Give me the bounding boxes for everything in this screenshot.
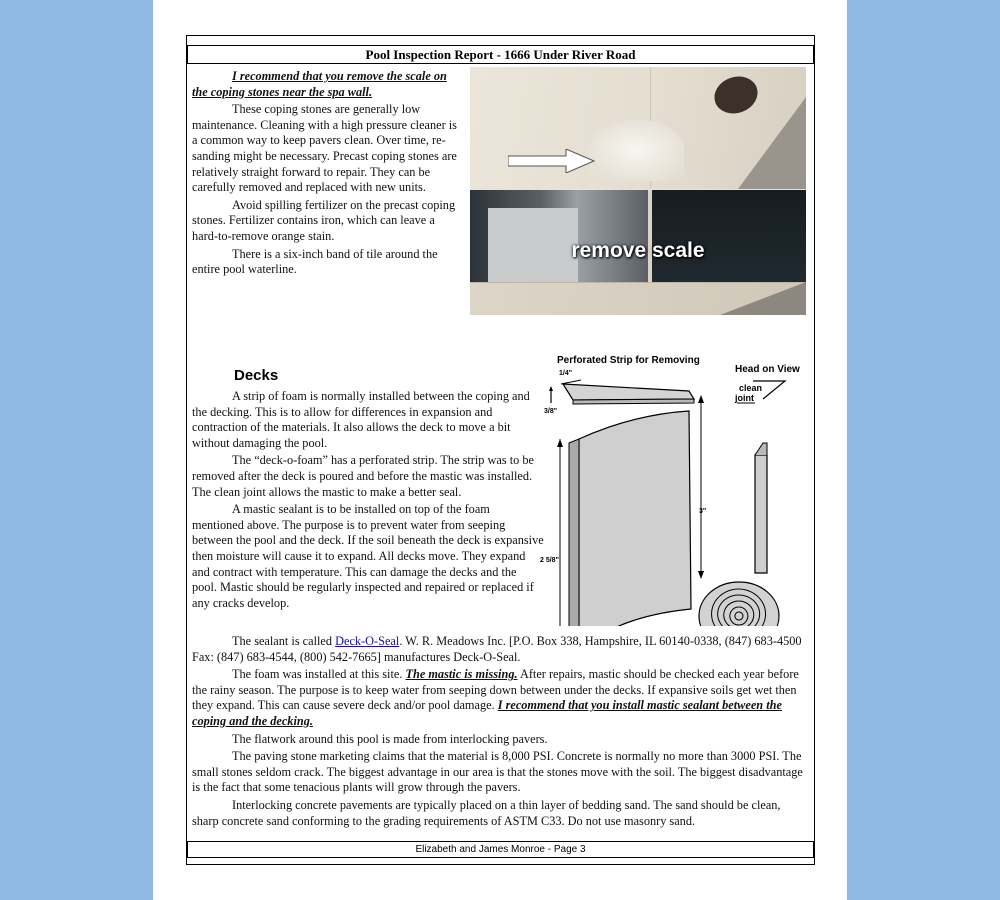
decks-paragraph-3: A mastic sealant is to be installed on top of the foam mentioned above. The purpose is to prevent water from seeping between the pool and the deck. If the soil beneath the deck is expansive then moisture will cause it to expand. All decks move. They expand and contract with temperature. This can damage the decks and the pool. Mastic should be regularly inspected and repaired or replaced if any cracks develop. [192, 502, 544, 610]
diagram-title: Perforated Strip for Removing [557, 355, 700, 366]
scale-deposit [588, 119, 684, 181]
deck-o-foam-diagram [539, 351, 811, 626]
body-section [192, 634, 808, 831]
arrow-icon [508, 149, 598, 173]
dim-258-label: 2 5/8" [540, 557, 559, 564]
dim-3-label: 3" [699, 508, 707, 515]
coping-paragraph-1: These coping stones are generally low maintenance. Cleaning with a high pressure cleaner is a common way to keep pavers clean. Over time, re-sanding might be necessary. Precast coping stones are relatively straight forward to repair. They can be carefully removed and replaced with new units. [192, 102, 457, 195]
document-page [153, 0, 847, 900]
dim-38-label: 3/8" [544, 408, 558, 415]
coping-section [192, 69, 458, 280]
decks-paragraph-1: A strip of foam is normally installed between the coping and the decking. This is to allow for differences in expansion and contraction of the materials. It also allows the deck to move a bit without damaging the pool. [192, 389, 530, 450]
page-footer: Elizabeth and James Monroe - Page 3 [187, 841, 814, 858]
decks-paragraph-2: The “deck-o-foam” has a perforated strip. The strip was to be removed after the deck is poured and before the mastic was installed. The clean joint allows the mastic to make a better seal. [192, 453, 534, 499]
photo-caption: remove scale [571, 239, 705, 262]
joint-label: joint [735, 393, 754, 403]
clean-label: clean [739, 383, 763, 393]
dim-quarter-label: 1/4" [559, 370, 573, 377]
head-on-view-label: Head on View [735, 364, 800, 375]
page-frame [186, 35, 815, 865]
decks-section [192, 389, 544, 613]
sealant-text-pre: The sealant is called [232, 634, 336, 648]
coping-paragraph-3: There is a six-inch band of tile around the entire pool waterline. [192, 246, 438, 277]
scale-photo [470, 67, 806, 315]
recommend-mastic-sealant: I recommend that you install mastic sealant between the coping and the decking. [192, 698, 782, 728]
report-header: Pool Inspection Report - 1666 Under River Road [187, 45, 814, 64]
foam-text-pre: The foam was installed at this site. [232, 667, 406, 682]
paving-paragraph: The paving stone marketing claims that the material is 8,000 PSI. Concrete is normally no more than 3000 PSI. The small stones seldom crack. The biggest advantage in our area is that the stones move with the soil. The biggest disadvantage is the fact that some tenacious plants will grow through the pavers. [192, 749, 803, 795]
recommend-remove-scale: I recommend that you remove the scale on the coping stones near the spa wall. [192, 69, 447, 99]
coping-paragraph-2: Avoid spilling fertilizer on the precast coping stones. Fertilizer contains iron, which can leave a hard-to-remove orange stain. [192, 197, 456, 243]
sealant-paragraph [192, 634, 808, 665]
decks-heading: Decks [234, 367, 279, 384]
flatwork-paragraph: The flatwork around this pool is made from interlocking pavers. [232, 731, 548, 746]
interlocking-paragraph: Interlocking concrete pavements are typically placed on a thin layer of bedding sand. The sand should be clean, sharp concrete sand conforming to the grading requirements of ASTM C33. Do not use masonry sand. [192, 797, 781, 828]
deck-o-seal-link[interactable]: Deck-O-Seal [335, 634, 400, 648]
sealant-text-post: . W. R. Meadows Inc. [P.O. Box 338, Hampshire, IL 60140-0338, (847) 683-4500 Fax: (847) 683-4544, (800) 542-7665] manufactures Deck-O-Seal. [192, 634, 802, 664]
foam-paragraph [192, 667, 808, 729]
foam-text-mid: After repairs, mastic should be checked each year before the rainy season. The purpose is to keep water from seeping down between under the decks. If expansive soils get wet then they expand. This can cause severe deck and/or pool damage. [192, 667, 799, 713]
mastic-missing-note: The mastic is missing. [405, 667, 518, 682]
